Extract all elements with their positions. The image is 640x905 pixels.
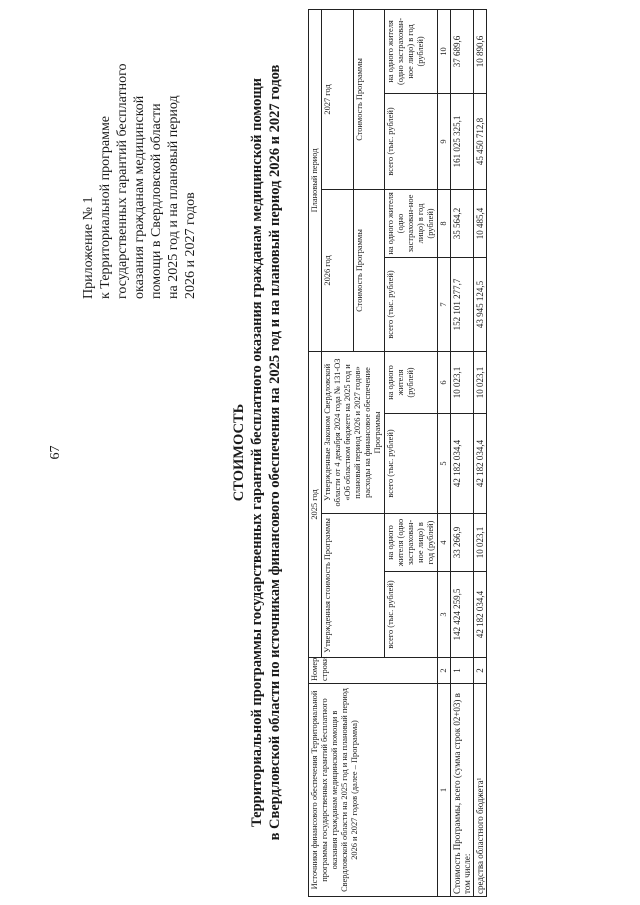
header-total-2026: всего (тыс. рублей) [385, 257, 438, 351]
title-line: Территориальной программы государственных гарантий бесплатного оказания гражданам медицинской помощи [249, 78, 265, 827]
title-heading: СТОИМОСТЬ [231, 403, 247, 502]
header-approved-cost: Утвержденная стоимость Программы [322, 514, 385, 658]
header-total-2027: всего (тыс. рублей) [385, 93, 438, 189]
row-label: Стоимость Программы, всего (сумма строк 02+03) в том числе: [451, 684, 474, 897]
column-number: 9 [438, 93, 451, 189]
header-year-2026: 2026 год [322, 189, 354, 351]
cell-value: 10 023,1 [451, 351, 474, 413]
header-cost-2026: Стоимость Программы [353, 189, 385, 351]
header-approved-law: Утвержденные Законом Свердловской области от 4 декабря 2024 года № 131-ОЗ «Об областном бюджете на 2025 год и плановый период 2026 и 2027 годов» расходы на финансовое обеспечение Программы [322, 351, 385, 513]
cell-value: 152 101 277,7 [451, 257, 474, 351]
header-total-2025-law: всего (тыс. рублей) [385, 414, 438, 514]
appendix-line: оказания гражданам медицинской [132, 95, 147, 299]
row-number: 2 [474, 658, 487, 684]
column-number: 3 [438, 572, 451, 658]
cell-value: 10 023,1 [474, 351, 487, 413]
cell-value: 161 025 325,1 [451, 93, 474, 189]
header-per-resident-2026: на одного жителя (одно застрахован-ное лицо) в год (рублей) [385, 189, 438, 257]
header-year-2025: 2025 год [309, 351, 322, 657]
cell-value: 43 945 124,5 [474, 257, 487, 351]
document-title [230, 0, 284, 905]
cell-value: 42 182 034,4 [451, 414, 474, 514]
row-label: средства областного бюджета¹ [474, 684, 487, 897]
column-number: 2 [438, 658, 451, 684]
column-number: 8 [438, 189, 451, 257]
cell-value: 10 890,6 [474, 9, 487, 93]
table-row [451, 9, 474, 896]
cell-value: 33 266,9 [451, 514, 474, 572]
cell-value: 42 182 034,4 [474, 572, 487, 658]
column-number: 6 [438, 351, 451, 413]
cell-value: 10 485,4 [474, 189, 487, 257]
header-per-resident-2025-law: на одного жителя (рублей) [385, 351, 438, 413]
column-number: 7 [438, 257, 451, 351]
cell-value: 42 182 034,4 [474, 414, 487, 514]
cell-value: 35 564,2 [451, 189, 474, 257]
appendix-line: на 2025 год и на плановый период [166, 95, 181, 299]
column-number-row [438, 9, 451, 896]
appendix-line: Приложение № 1 [81, 196, 96, 299]
header-per-resident-2025-approved: на одного жителя (одно застрахован-ное лицо) в год (рублей) [385, 514, 438, 572]
page-number: 67 [48, 445, 63, 460]
header-cost-2027: Стоимость Программы [353, 9, 385, 189]
column-number: 5 [438, 414, 451, 514]
header-source: Источники финансового обеспечения Территориальной программы государственных гарантий бесплатного оказания гражданам медицинской помощи в Свердловской области на 2025 год и на плановый период 2026 и 2027 годов (далее – Программа) [309, 684, 438, 897]
header-total-2025-approved: всего (тыс. рублей) [385, 572, 438, 658]
header-row-number: Номер строки [309, 658, 438, 684]
appendix-line: помощи в Свердловской области [149, 103, 164, 299]
header-year-2027: 2027 год [322, 9, 354, 189]
cell-value: 37 689,6 [451, 9, 474, 93]
header-per-resident-2027: на одного жителя (одно застрахован-ное лицо) в год (рублей) [385, 9, 438, 93]
appendix-line: 2026 и 2027 годов [183, 192, 198, 299]
appendix-line: к Территориальной программе [98, 115, 113, 299]
table-row [474, 9, 487, 896]
column-number: 1 [438, 684, 451, 897]
title-line: в Свердловской области по источникам финансового обеспечения на 2025 год и на плановый период 2026 и 2027 годов [267, 64, 283, 841]
cell-value: 10 023,1 [474, 514, 487, 572]
cost-table [308, 9, 487, 897]
cell-value: 142 424 259,5 [451, 572, 474, 658]
cell-value: 45 450 712,8 [474, 93, 487, 189]
appendix-header [80, 9, 199, 299]
appendix-line: государственных гарантий бесплатного [115, 63, 130, 299]
column-number: 10 [438, 9, 451, 93]
header-planning-period: Плановый период [309, 9, 322, 351]
column-number: 4 [438, 514, 451, 572]
row-number: 1 [451, 658, 474, 684]
